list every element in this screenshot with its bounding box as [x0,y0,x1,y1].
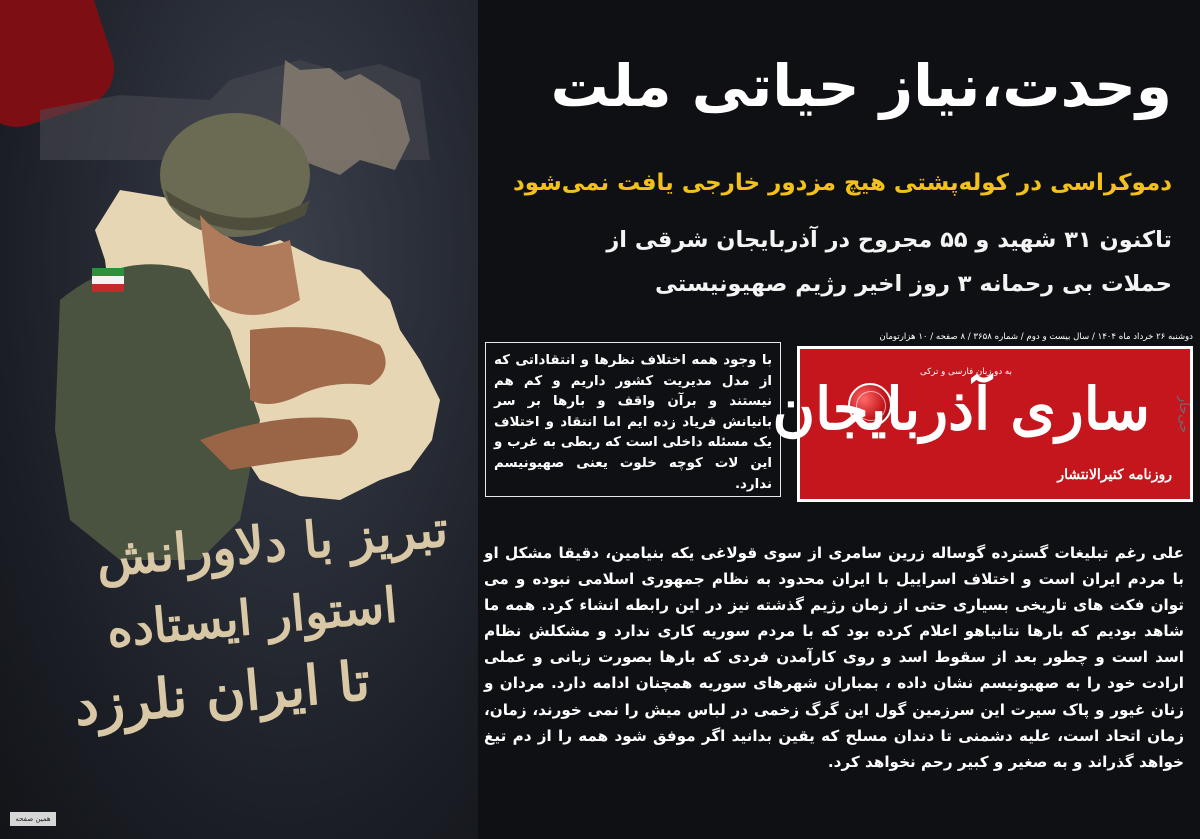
masthead-tagline: به دو زبان فارسی و ترکی [920,367,1012,377]
deck-text [482,218,1172,306]
deck-line-1: تاکنون ۳۱ شهید و ۵۵ مجروح در آذربایجان شرقی از [606,227,1172,253]
deck-line-2: حملات بی رحمانه ۳ روز اخیر رژیم صهیونیستی [655,271,1172,297]
poem-line-2: استوار ایستاده [104,577,400,659]
page-headline: وحدت،نیاز حیاتی ملت [550,52,1172,120]
masthead-logo-box [772,346,1193,502]
masthead-date-line: دوشنبه ۲۶ خرداد ماه ۱۴۰۴ / سال بیست و دوم / شماره ۳۶۵۸ / ۸ صفحه / ۱۰ هزارتومان [879,332,1193,342]
poem-calligraphy [52,498,452,738]
masthead-title: ساری آذربایجان [772,375,1150,443]
cover-illustration [0,0,478,839]
subheadline: دموکراسی در کوله‌پشتی هیچ مزدور خارجی یافت نمی‌شود [512,170,1172,196]
quote-box: با وجود همه اختلاف نظرها و انتقاداتی که از مدل مدیریت کشور داریم و کم هم نیستند و برآن واقف و بارها بر سر بانیانش فریاد زده ایم اما انتقاد و اختلاف یک مسئله داخلی است که ربطی به غرب و این لات کوچه خلوت یعنی صهیونیسم ندارد. [485,342,781,497]
article-body: علی رغم تبلیغات گسترده گوساله زرین سامری از سوی قولاغی یکه بنیامین، دقیقا مشکل او با مردم ایران است و اختلاف اسراییل با ایران محدود به نظام جمهوری اسلامی نبوده و می توان فکت های تاریخی بسیاری حتی از زمان رژیم گذشته نیز در این رابطه انشاء کرد. همه ما شاهد بودیم که بارها نتانیاهو اعلام کرده بود که با مردم سوریه کاری ندارد و مشکلش نظام اسد است و چطور بعد از سقوط اسد و روی کارآمدن فردی که بارها بصورت زبانی و عملی ارادت خود را به صهیونیسم نشان داده ، بمباران شهرهای سوریه همچنان ادامه دارد. مردان و زنان غیور و پاک سیرت این سرزمین گول این گرگ زخمی در لباس میش را نمی خورند، زمان، زمان اتحاد است، علیه دشمنی تا دندان مسلح که یقین بدانید اگر موفق شود همه را از دم تیغ خواهد گذراند و به صغیر و کبیر رحم نخواهد کرد. [484,544,1184,771]
masthead [772,332,1193,502]
side-watermark-label: جی‌جار [1176,396,1191,434]
masthead-subtitle: روزنامه کثیرالانتشار [1057,467,1172,483]
poem-line-1: تبریز با دلاورانش [93,498,451,589]
poem-line-3: تا ایران نلرزد [71,648,373,738]
page-tag: همین صفحه [10,812,56,826]
